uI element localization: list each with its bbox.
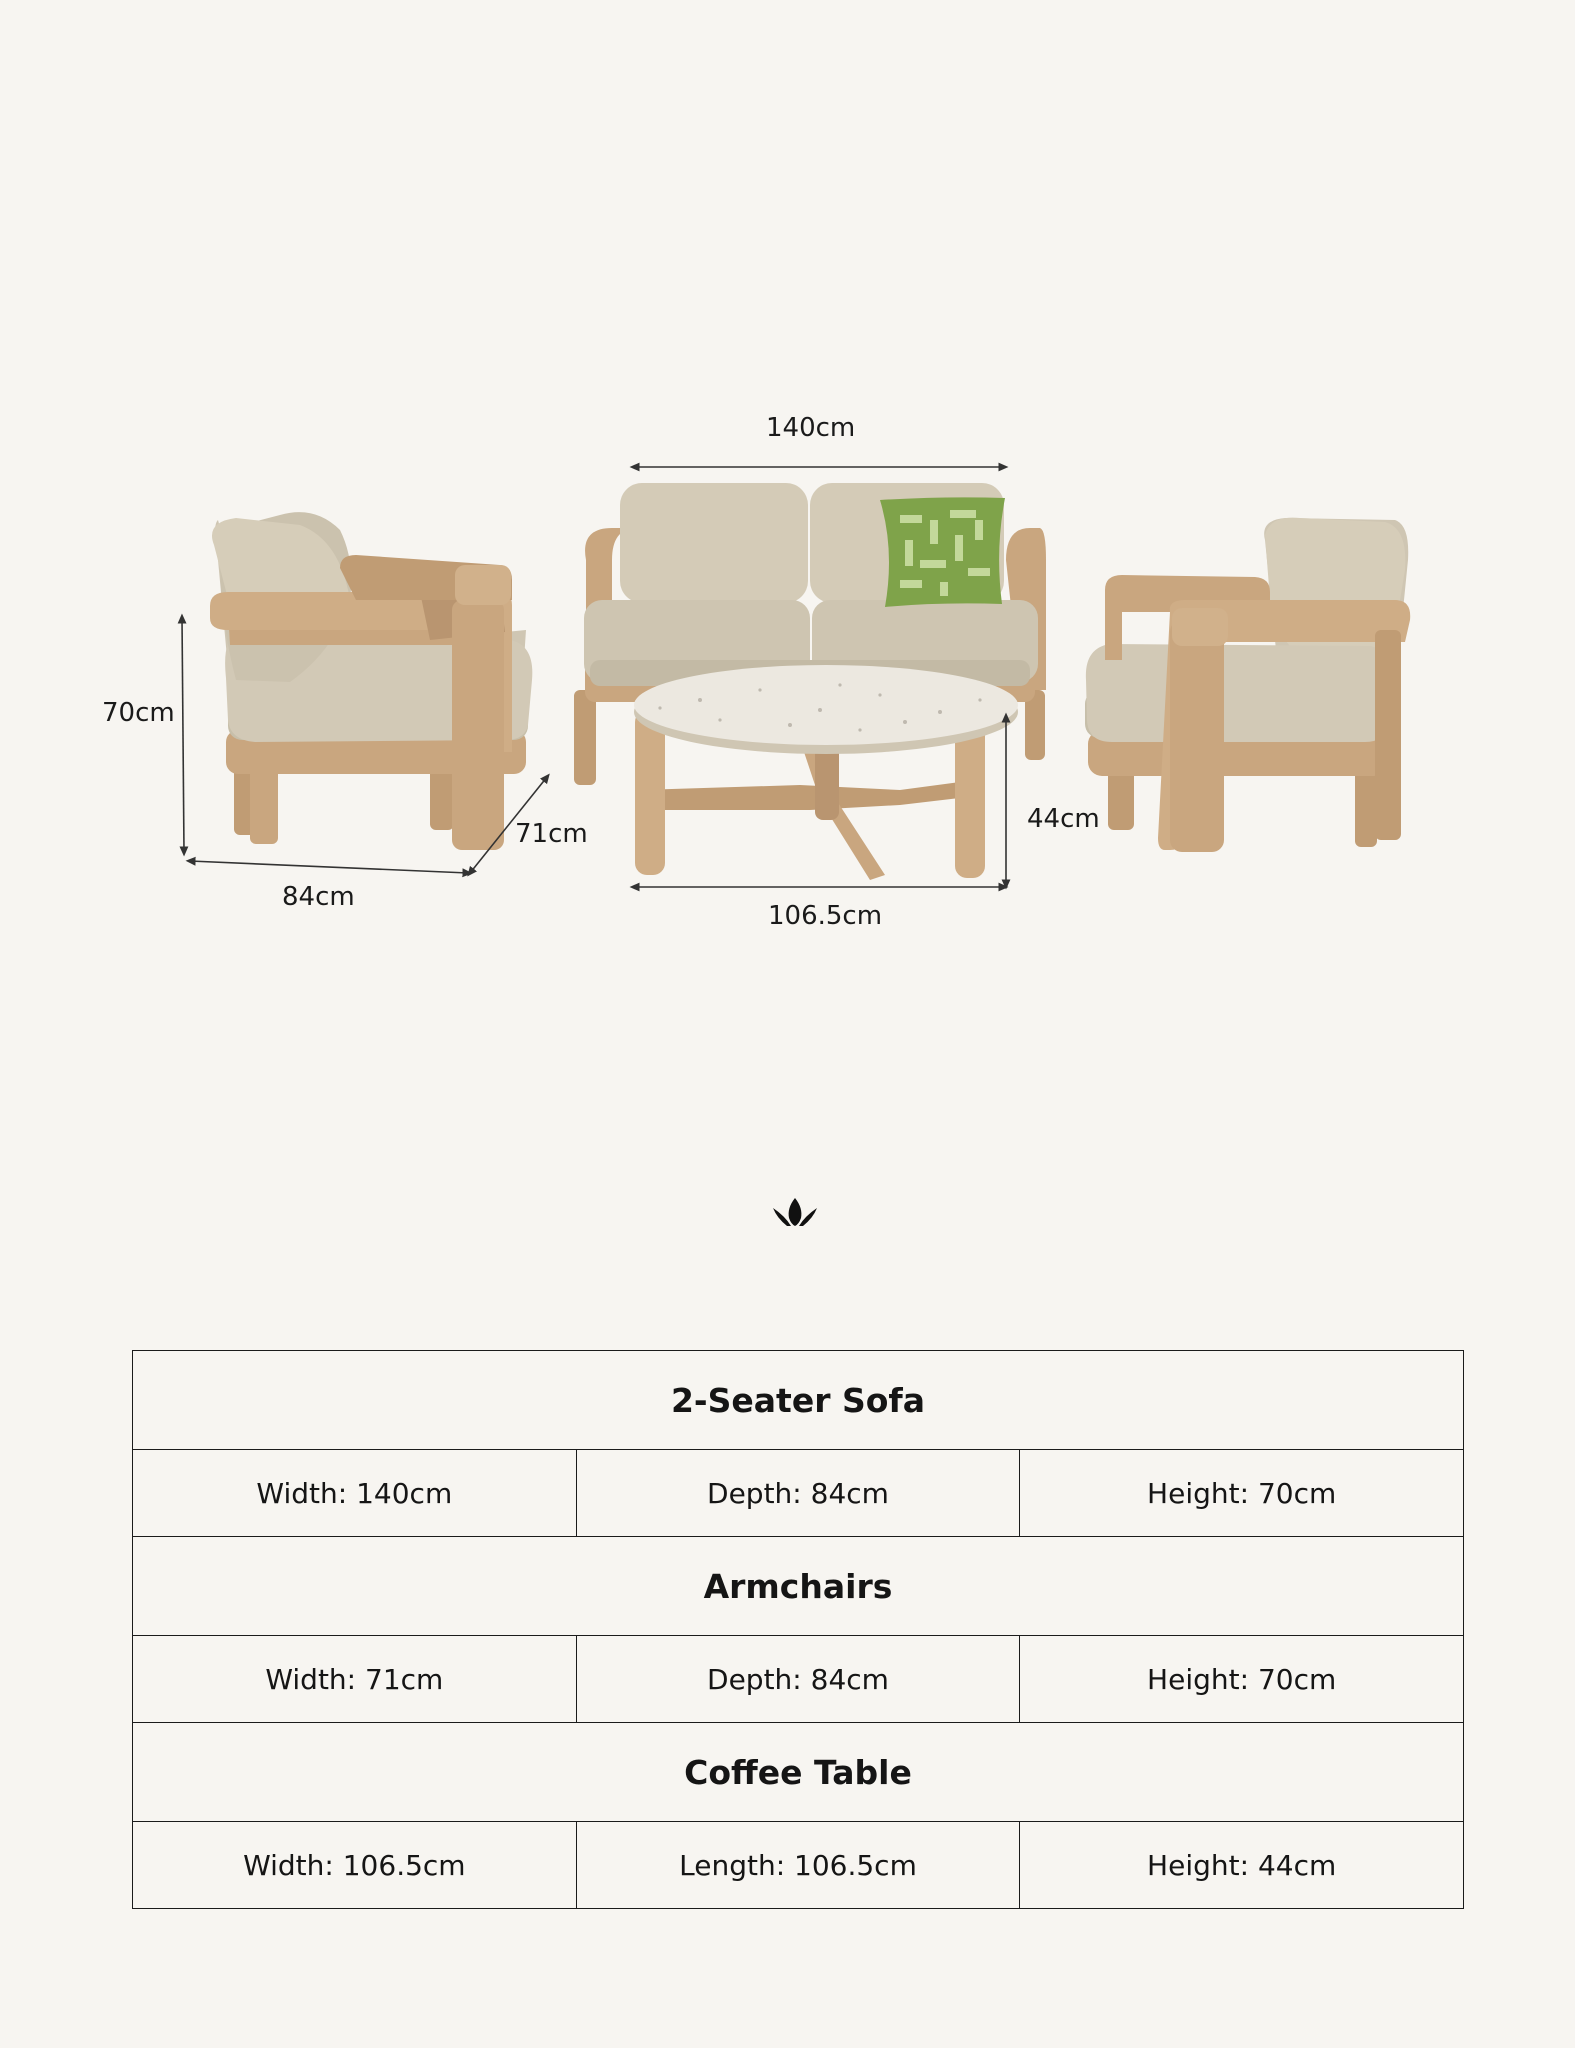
sofa-width-label: 140cm	[766, 413, 856, 443]
table-width-cell: Width: 106.5cm	[133, 1822, 577, 1909]
sofa-height-cell: Height: 70cm	[1020, 1450, 1464, 1537]
sofa-depth-cell: Depth: 84cm	[576, 1450, 1020, 1537]
table-height-cell: Height: 44cm	[1020, 1822, 1464, 1909]
coffee-table	[634, 665, 1018, 880]
armchair-depth-cell: Depth: 84cm	[576, 1636, 1020, 1723]
dimensions-table	[132, 1350, 1464, 1909]
armchair-width-line	[190, 861, 468, 873]
armchair-depth-label: 71cm	[515, 819, 588, 849]
armchair-height-cell: Height: 70cm	[1020, 1636, 1464, 1723]
crown-leaf-icon	[771, 1196, 819, 1228]
table-length-cell: Length: 106.5cm	[576, 1822, 1020, 1909]
sofa-width-cell: Width: 140cm	[133, 1450, 577, 1537]
section-title-armchairs: Armchairs	[133, 1537, 1464, 1636]
section-title-sofa: 2-Seater Sofa	[133, 1351, 1464, 1450]
armchair-height-line	[182, 618, 184, 852]
armchair-width-label: 84cm	[282, 882, 355, 912]
armchair-left	[210, 512, 532, 850]
table-width-label: 106.5cm	[768, 901, 883, 931]
armchair-width-cell: Width: 71cm	[133, 1636, 577, 1723]
armchair-right	[1085, 518, 1410, 852]
armchair-height-label: 70cm	[102, 698, 175, 728]
section-title-coffee-table: Coffee Table	[133, 1723, 1464, 1822]
green-pillow	[880, 497, 1005, 607]
table-height-label: 44cm	[1027, 804, 1100, 834]
